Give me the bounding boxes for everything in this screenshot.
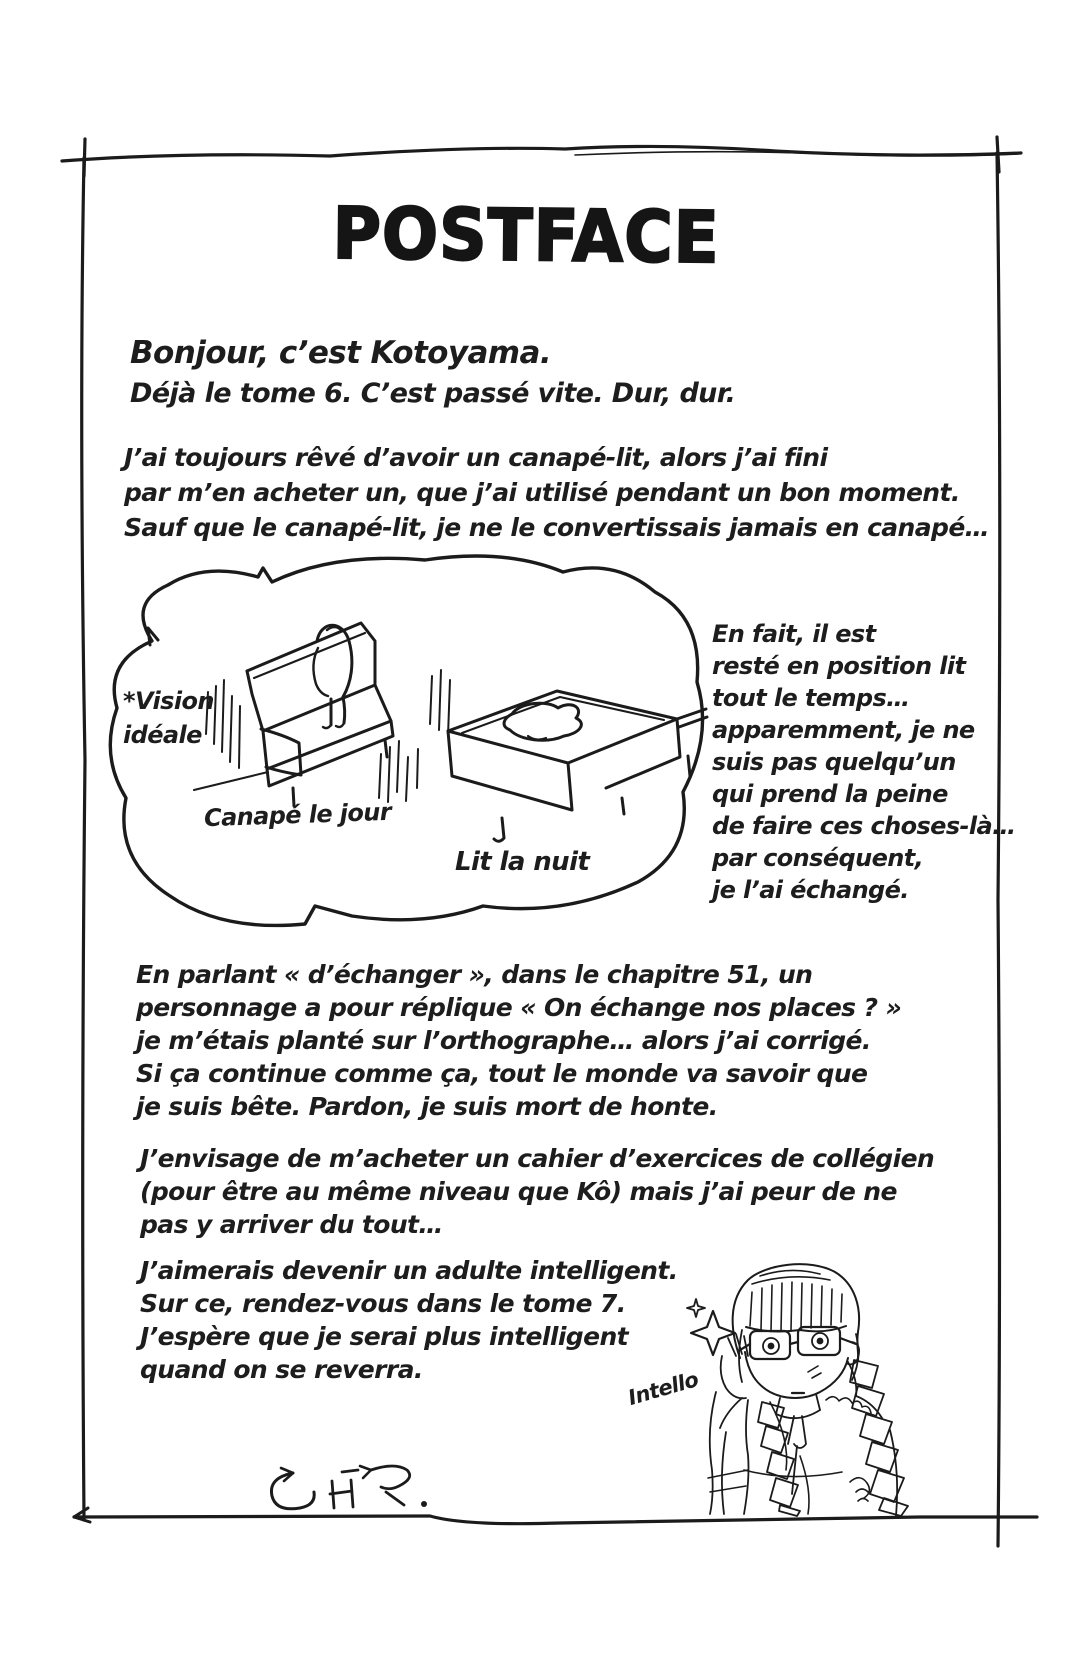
page-title: POSTFACE (332, 192, 721, 280)
text-line: par conséquent, (712, 844, 924, 872)
text-line: je suis bête. Pardon, je suis mort de honte. (136, 1092, 718, 1121)
text-line: J’ai toujours rêvé d’avoir un canapé-lit, alors j’ai fini (124, 443, 828, 472)
text-line: suis pas quelqu’un (712, 748, 956, 776)
vision-ideale-label (123, 684, 214, 752)
intro-line-2: Déjà le tome 6. C’est passé vite. Dur, dur. (130, 378, 736, 409)
text-line: personnage a pour réplique « On échange nos places ? » (136, 993, 902, 1022)
text-line: En fait, il est (712, 620, 876, 648)
text-line: pas y arriver du tout… (140, 1210, 443, 1239)
text-line: J’espère que je serai plus intelligent (140, 1322, 628, 1351)
vision-label-line2: idéale (123, 721, 202, 749)
text-line: par m’en acheter un, que j’ai utilisé pendant un bon moment. (124, 478, 960, 507)
sofa-sketch (194, 623, 393, 806)
intro-line-1: Bonjour, c’est Kotoyama. (130, 335, 551, 371)
intro-block (130, 330, 735, 412)
text-line: de faire ces choses-là… (712, 812, 1016, 840)
text-line: quand on se reverra. (140, 1355, 423, 1384)
text-line: J’envisage de m’acheter un cahier d’exercices de collégien (140, 1144, 935, 1173)
text-line: tout le temps… (712, 684, 910, 712)
text-line: Sur ce, rendez-vous dans le tome 7. (140, 1289, 626, 1318)
mangaka-portrait-sketch (708, 1264, 908, 1516)
paragraph-closing (140, 1254, 678, 1386)
sofa-label: Canapé le jour (203, 797, 392, 833)
text-line: En parlant « d’échanger », dans le chapitre 51, un (136, 960, 813, 989)
text-line: qui prend la peine (712, 780, 948, 808)
text-line: Sauf que le canapé-lit, je ne le convertissais jamais en canapé… (124, 513, 990, 542)
text-line: apparemment, je ne (712, 716, 975, 744)
bed-sketch (379, 670, 707, 841)
bed-label: Lit la nuit (455, 847, 590, 877)
paragraph-chapter (136, 958, 901, 1123)
author-signature (271, 1466, 427, 1509)
side-text-column (712, 618, 1016, 906)
vision-label-line1: *Vision (123, 687, 214, 715)
text-line: resté en position lit (712, 652, 966, 680)
text-line: je m’étais planté sur l’orthographe… alors j’ai corrigé. (136, 1026, 871, 1055)
sparkle-icon (687, 1299, 735, 1355)
intello-label: Intello (625, 1367, 701, 1410)
text-line: (pour être au même niveau que Kô) mais j’ai peur de ne (140, 1177, 897, 1206)
text-line: je l’ai échangé. (712, 876, 909, 904)
paragraph-notebook (140, 1142, 934, 1241)
text-line: J’aimerais devenir un adulte intelligent. (140, 1256, 678, 1285)
paragraph-sofa (124, 440, 989, 545)
text-line: Si ça continue comme ça, tout le monde va savoir que (136, 1059, 868, 1088)
